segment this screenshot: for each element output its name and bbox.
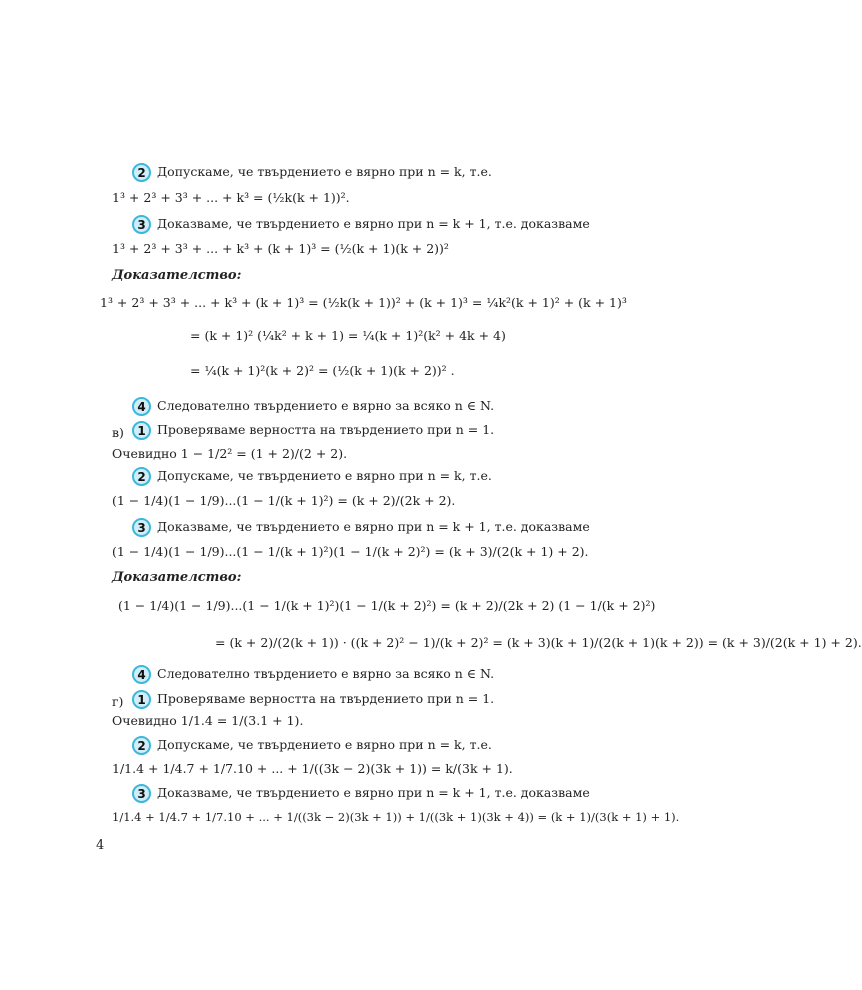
step-3-v	[132, 518, 590, 537]
step-4-v	[132, 665, 494, 684]
step-text: Допускаме, че твърдението е вярно при n = k, т.е.	[157, 164, 492, 180]
step-number-badge: 1	[132, 690, 151, 709]
check-equation: Очевидно 1/1.4 = 1/(3.1 + 1).	[112, 713, 304, 728]
step-number-badge: 3	[132, 215, 151, 234]
page-number: 4	[96, 838, 105, 853]
step-text: Следователно твърдението е вярно за всяко n ∈ N.	[157, 398, 495, 414]
proof-line-1: (1 − 1/4)(1 − 1/9)...(1 − 1/(k + 1)²)(1 − 1/(k + 2)²) = (k + 2)/(2k + 2) (1 − 1/(k + 2)²)	[118, 598, 656, 613]
step-text: Доказваме, че твърдението е вярно при n = k + 1, т.е. доказваме	[157, 519, 590, 535]
step-number-badge: 3	[132, 518, 151, 537]
equation-assumption: 1³ + 2³ + 3³ + ... + k³ = (½k(k + 1))².	[112, 190, 350, 205]
step-text: Допускаме, че твърдението е вярно при n = k, т.е.	[157, 468, 492, 484]
equation-to-prove: 1/1.4 + 1/4.7 + 1/7.10 + ... + 1/((3k − 2)(3k + 1)) + 1/((3k + 1)(3k + 4)) = (k + 1)/(3(k + 1) + 1).	[112, 810, 680, 824]
step-4-b	[132, 397, 494, 416]
step-1-g	[132, 690, 494, 709]
section-label-v: в)	[112, 425, 124, 440]
step-text: Доказваме, че твърдението е вярно при n = k + 1, т.е. доказваме	[157, 785, 590, 801]
step-number-badge: 4	[132, 397, 151, 416]
step-number-badge: 3	[132, 784, 151, 803]
equation-assumption: (1 − 1/4)(1 − 1/9)...(1 − 1/(k + 1)²) = (k + 2)/(2k + 2).	[112, 493, 456, 508]
step-3-g	[132, 784, 590, 803]
step-number-badge: 4	[132, 665, 151, 684]
equation-assumption: 1/1.4 + 1/4.7 + 1/7.10 + ... + 1/((3k − 2)(3k + 1)) = k/(3k + 1).	[112, 761, 513, 776]
step-number-badge: 2	[132, 467, 151, 486]
step-text: Следователно твърдението е вярно за всяко n ∈ N.	[157, 666, 495, 682]
step-text: Допускаме, че твърдението е вярно при n = k, т.е.	[157, 737, 492, 753]
equation-to-prove: 1³ + 2³ + 3³ + ... + k³ + (k + 1)³ = (½(k + 1)(k + 2))²	[112, 241, 449, 256]
step-number-badge: 1	[132, 421, 151, 440]
proof-line-3: = ¼(k + 1)²(k + 2)² = (½(k + 1)(k + 2))² .	[190, 363, 455, 378]
step-text: Доказваме, че твърдението е вярно при n = k + 1, т.е. доказваме	[157, 216, 590, 232]
equation-to-prove: (1 − 1/4)(1 − 1/9)...(1 − 1/(k + 1)²)(1 − 1/(k + 2)²) = (k + 3)/(2(k + 1) + 2).	[112, 544, 589, 559]
step-number-badge: 2	[132, 163, 151, 182]
proof-heading: Доказателство:	[112, 570, 242, 585]
step-2-b	[132, 163, 492, 182]
step-number-badge: 2	[132, 736, 151, 755]
proof-line-1: 1³ + 2³ + 3³ + ... + k³ + (k + 1)³ = (½k(k + 1))² + (k + 1)³ = ¼k²(k + 1)² + (k + 1)³	[100, 295, 627, 310]
proof-heading: Доказателство:	[112, 268, 242, 283]
proof-line-2: = (k + 2)/(2(k + 1)) · ((k + 2)² − 1)/(k + 2)² = (k + 3)(k + 1)/(2(k + 1)(k + 2)) = (k + 3)/(2(k + 1) + 2).	[215, 635, 862, 650]
step-2-g	[132, 736, 492, 755]
step-1-v	[132, 421, 494, 440]
step-2-v	[132, 467, 492, 486]
step-text: Проверяваме верността на твърдението при n = 1.	[157, 691, 495, 707]
step-3-b	[132, 215, 590, 234]
check-equation: Очевидно 1 − 1/2² = (1 + 2)/(2 + 2).	[112, 446, 348, 461]
proof-line-2: = (k + 1)² (¼k² + k + 1) = ¼(k + 1)²(k² + 4k + 4)	[190, 328, 506, 343]
section-label-g: г)	[112, 694, 124, 709]
step-text: Проверяваме верността на твърдението при n = 1.	[157, 422, 495, 438]
